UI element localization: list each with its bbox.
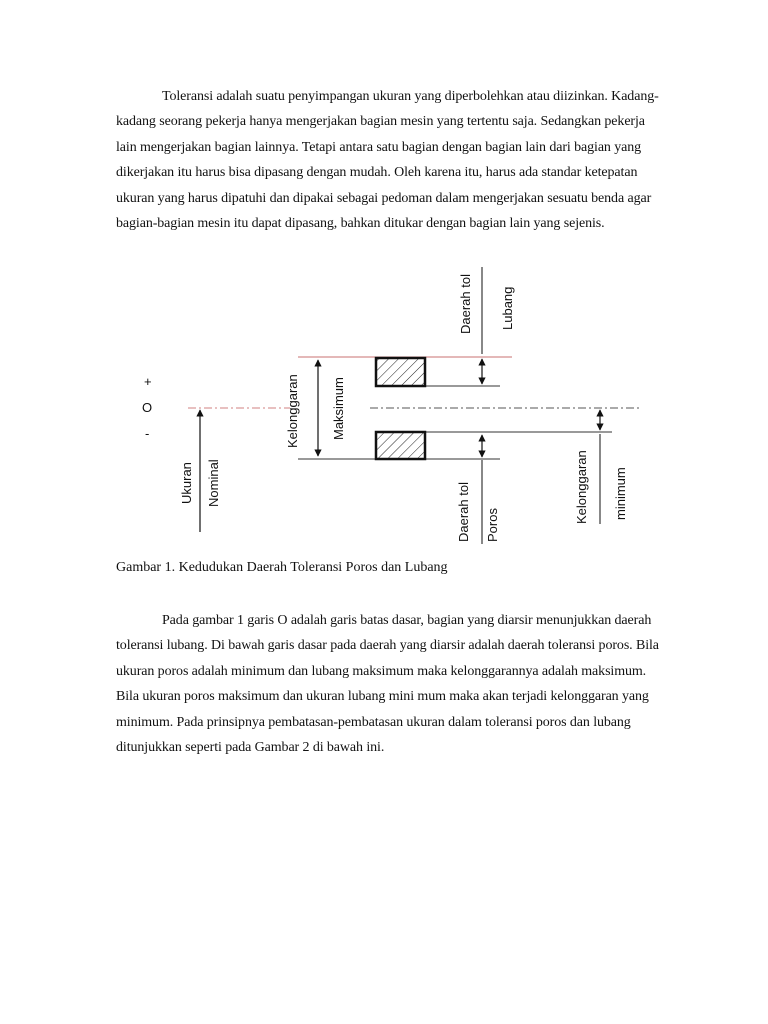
daerah-tol-lubang-label-2: Lubang: [500, 286, 515, 330]
lubang-tolerance-box: [376, 358, 425, 386]
tolerance-diagram: [0, 262, 768, 562]
daerah-tol-lubang-label-1: Daerah tol: [458, 274, 473, 334]
sign-minus: -: [145, 426, 150, 441]
kelonggaran-max-label-1: Kelonggaran: [285, 374, 300, 448]
paragraph-toleransi: [116, 84, 664, 236]
kelonggaran-min-label-2: minimum: [613, 467, 628, 520]
figure-caption: Gambar 1. Kedudukan Daerah Toleransi Poros dan Lubang: [116, 560, 448, 575]
kelonggaran-min-label-1: Kelonggaran: [574, 450, 589, 524]
sign-plus: +: [144, 374, 152, 389]
daerah-tol-poros-label-2: Poros: [485, 508, 500, 542]
ukuran-label: Ukuran: [179, 462, 194, 504]
kelonggaran-max-label-2: Maksimum: [331, 377, 346, 440]
paragraph-1-text: Toleransi adalah suatu penyimpangan ukuran yang diperbolehkan atau diizinkan. Kadang-kadang seorang pekerja hanya mengerjakan bagian mesin yang tertentu saja. Sedangkan pekerja lain mengerjakan bagian lainnya. Tetapi antara satu bagian dengan bagian lain dari bagian yang dikerjakan itu harus bisa dipasang dengan mudah. Oleh karena itu, harus ada standar ketepatan ukuran yang harus dipatuhi dan dipakai sebagai pedoman dalam mengerjakan sesuatu benda agar bagian-bagian mesin itu dapat dipasang, bahkan ditukar dengan bagian lain yang sejenis.: [116, 89, 659, 232]
daerah-tol-poros-label-1: Daerah tol: [456, 482, 471, 542]
poros-tolerance-box: [376, 432, 425, 459]
paragraph-penjelasan: [116, 608, 664, 760]
paragraph-2-text: Pada gambar 1 garis O adalah garis batas dasar, bagian yang diarsir menunjukkan daerah toleransi lubang. Di bawah garis dasar pada daerah yang diarsir adalah daerah toleransi poros. Bila ukuran poros adalah minimum dan lubang maksimum maka kelonggarannya adalah maksimum. Bila ukuran poros maksimum dan ukuran lubang mini mum maka akan terjadi kelonggaran yang minimum. Pada prinsipnya pembatasan-pembatasan ukuran dalam toleransi poros dan lubang ditunjukkan seperti pada Gambar 2 di bawah ini.: [116, 613, 659, 756]
sign-zero: O: [142, 400, 153, 415]
nominal-label: Nominal: [206, 459, 221, 507]
